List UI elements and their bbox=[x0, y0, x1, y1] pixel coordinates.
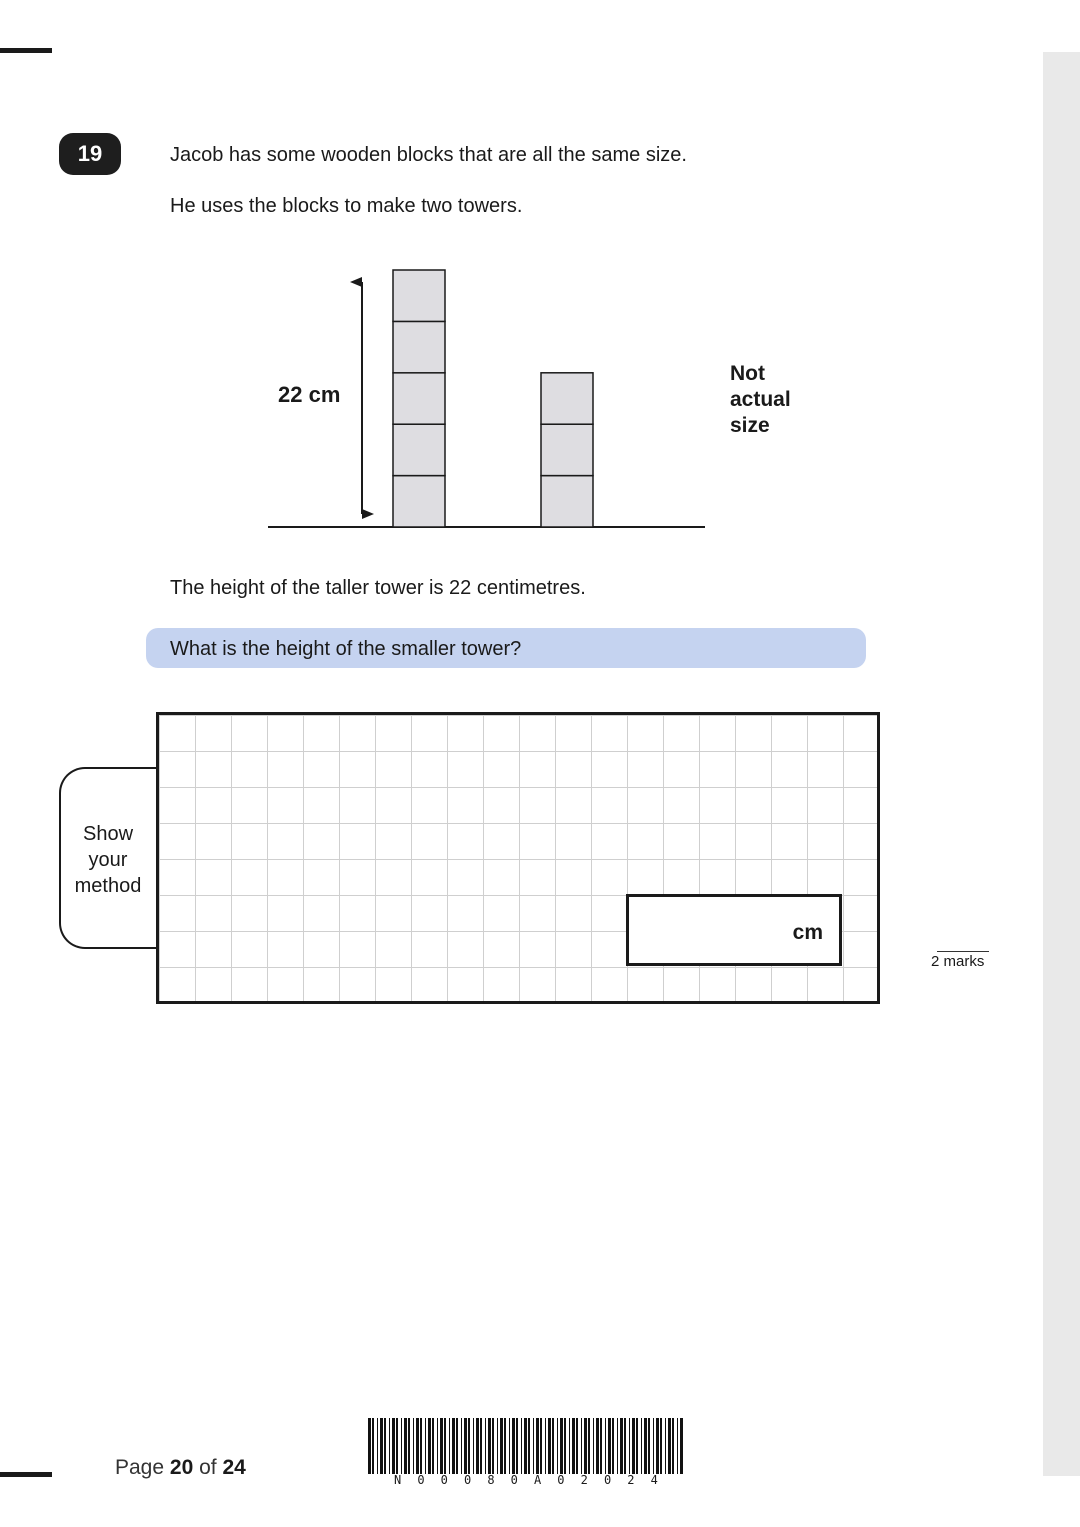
barcode-bar bbox=[665, 1418, 666, 1474]
barcode-bar bbox=[536, 1418, 539, 1474]
barcode-bar bbox=[372, 1418, 374, 1474]
barcode bbox=[366, 1418, 686, 1474]
barcode-bar bbox=[581, 1418, 582, 1474]
barcode-bar bbox=[620, 1418, 623, 1474]
barcode-bar bbox=[444, 1418, 446, 1474]
barcode-bar bbox=[528, 1418, 530, 1474]
barcode-char: 0 bbox=[603, 1473, 612, 1487]
barcode-bar bbox=[420, 1418, 422, 1474]
barcode-bar bbox=[533, 1418, 534, 1474]
barcode-bar bbox=[432, 1418, 434, 1474]
tower-block bbox=[393, 476, 445, 527]
barcode-bar bbox=[584, 1418, 587, 1474]
barcode-bar bbox=[437, 1418, 438, 1474]
page-total: 24 bbox=[222, 1456, 246, 1479]
barcode-bar bbox=[588, 1418, 590, 1474]
tower-block bbox=[541, 476, 593, 527]
barcode-char: 8 bbox=[487, 1473, 495, 1487]
barcode-char: 0 bbox=[557, 1473, 565, 1487]
barcode-bar bbox=[428, 1418, 431, 1474]
barcode-bar bbox=[641, 1418, 642, 1474]
barcode-bar bbox=[504, 1418, 506, 1474]
barcode-bar bbox=[524, 1418, 527, 1474]
barcode-bar bbox=[456, 1418, 458, 1474]
tab-label-line-1: Show bbox=[82, 823, 134, 845]
barcode-bar bbox=[636, 1418, 638, 1474]
tower-block bbox=[541, 424, 593, 475]
barcode-bar bbox=[404, 1418, 407, 1474]
page-number bbox=[115, 1456, 246, 1480]
barcode-bar bbox=[629, 1418, 630, 1474]
barcode-char: 0 bbox=[510, 1473, 518, 1487]
barcode-char: 2 bbox=[580, 1473, 588, 1487]
barcode-bar bbox=[416, 1418, 419, 1474]
show-method-label bbox=[62, 821, 154, 899]
barcode-bar bbox=[521, 1418, 522, 1474]
barcode-bar bbox=[476, 1418, 479, 1474]
barcode-bar bbox=[449, 1418, 450, 1474]
barcode-bar bbox=[668, 1418, 671, 1474]
barcode-bar bbox=[488, 1418, 491, 1474]
barcode-bar bbox=[576, 1418, 578, 1474]
barcode-bar bbox=[644, 1418, 647, 1474]
barcode-bar bbox=[545, 1418, 546, 1474]
question-prompt: What is the height of the smaller tower? bbox=[170, 638, 522, 660]
barcode-bar bbox=[452, 1418, 455, 1474]
towers-diagram bbox=[0, 0, 1040, 560]
note-line-1: Not bbox=[730, 362, 765, 385]
barcode-bar bbox=[605, 1418, 606, 1474]
tower-block bbox=[393, 270, 445, 321]
barcode-text bbox=[366, 1473, 686, 1487]
question-number: 19 bbox=[77, 141, 103, 166]
height-label: 22 cm bbox=[278, 382, 341, 407]
barcode-bar bbox=[500, 1418, 503, 1474]
barcode-bar bbox=[548, 1418, 551, 1474]
barcode-bar bbox=[617, 1418, 618, 1474]
barcode-bar bbox=[552, 1418, 554, 1474]
barcode-bar bbox=[461, 1418, 462, 1474]
barcode-bar bbox=[516, 1418, 518, 1474]
barcode-bar bbox=[480, 1418, 482, 1474]
tab-label-line-3: method bbox=[74, 875, 142, 897]
tower-block bbox=[393, 424, 445, 475]
barcode-char: 4 bbox=[650, 1473, 658, 1487]
question-line-1: Jacob has some wooden blocks that are all the same size. bbox=[170, 144, 687, 166]
barcode-bar bbox=[380, 1418, 383, 1474]
tower-block bbox=[393, 321, 445, 372]
barcode-bar bbox=[408, 1418, 410, 1474]
tower-block bbox=[393, 373, 445, 424]
barcode-char: 0 bbox=[417, 1473, 425, 1487]
barcode-bar bbox=[648, 1418, 650, 1474]
barcode-bar bbox=[608, 1418, 611, 1474]
note-line-2: actual bbox=[730, 388, 791, 411]
question-line-2: He uses the blocks to make two towers. bbox=[170, 195, 523, 217]
barcode-char: 0 bbox=[440, 1473, 448, 1487]
barcode-bar bbox=[468, 1418, 470, 1474]
page-prefix: Page bbox=[115, 1456, 165, 1479]
page-of: of bbox=[199, 1456, 217, 1479]
barcode-char: A bbox=[533, 1473, 542, 1487]
barcode-bar bbox=[492, 1418, 494, 1474]
barcode-bar bbox=[389, 1418, 390, 1474]
barcode-bar bbox=[653, 1418, 654, 1474]
barcode-char: N bbox=[394, 1473, 402, 1487]
barcode-bar bbox=[425, 1418, 426, 1474]
answer-unit: cm bbox=[792, 921, 823, 944]
barcode-bar bbox=[560, 1418, 563, 1474]
barcode-bar bbox=[384, 1418, 386, 1474]
barcode-bar bbox=[600, 1418, 602, 1474]
barcode-bar bbox=[624, 1418, 626, 1474]
barcode-bar bbox=[392, 1418, 395, 1474]
answer-box[interactable] bbox=[626, 894, 842, 966]
barcode-char: 0 bbox=[463, 1473, 472, 1487]
barcode-bar bbox=[401, 1418, 402, 1474]
barcode-bar bbox=[612, 1418, 614, 1474]
barcode-bar bbox=[632, 1418, 635, 1474]
tower-block bbox=[541, 373, 593, 424]
crop-mark-bottom bbox=[0, 1472, 52, 1477]
barcode-char: 2 bbox=[627, 1473, 635, 1487]
barcode-bar bbox=[464, 1418, 467, 1474]
short-tower bbox=[541, 373, 593, 527]
barcode-bar bbox=[377, 1418, 378, 1474]
question-statement: The height of the taller tower is 22 centimetres. bbox=[170, 577, 586, 599]
note-line-3: size bbox=[730, 414, 770, 437]
barcode-bar bbox=[497, 1418, 498, 1474]
marks-line bbox=[937, 951, 989, 952]
barcode-bar bbox=[656, 1418, 659, 1474]
barcode-bar bbox=[572, 1418, 575, 1474]
barcode-bar bbox=[512, 1418, 515, 1474]
margin-strip bbox=[1043, 52, 1080, 1476]
barcode-bar bbox=[440, 1418, 443, 1474]
barcode-bar bbox=[677, 1418, 678, 1474]
barcode-bar bbox=[540, 1418, 542, 1474]
tab-label-line-2: your bbox=[88, 849, 128, 871]
barcode-bar bbox=[413, 1418, 414, 1474]
marks-label: 2 marks bbox=[931, 953, 985, 970]
barcode-bar bbox=[596, 1418, 599, 1474]
page-current: 20 bbox=[169, 1456, 194, 1479]
barcode-bar bbox=[557, 1418, 558, 1474]
barcode-bar bbox=[396, 1418, 398, 1474]
barcode-bar bbox=[569, 1418, 570, 1474]
barcode-bar bbox=[672, 1418, 674, 1474]
tall-tower bbox=[393, 270, 445, 527]
barcode-bar bbox=[593, 1418, 594, 1474]
not-actual-size-note bbox=[730, 361, 791, 439]
barcode-bar bbox=[368, 1418, 371, 1474]
barcode-bar bbox=[680, 1418, 683, 1474]
barcode-bar bbox=[509, 1418, 510, 1474]
barcode-bar bbox=[660, 1418, 662, 1474]
barcode-bar bbox=[564, 1418, 566, 1474]
barcode-bar bbox=[473, 1418, 474, 1474]
barcode-bar bbox=[485, 1418, 486, 1474]
